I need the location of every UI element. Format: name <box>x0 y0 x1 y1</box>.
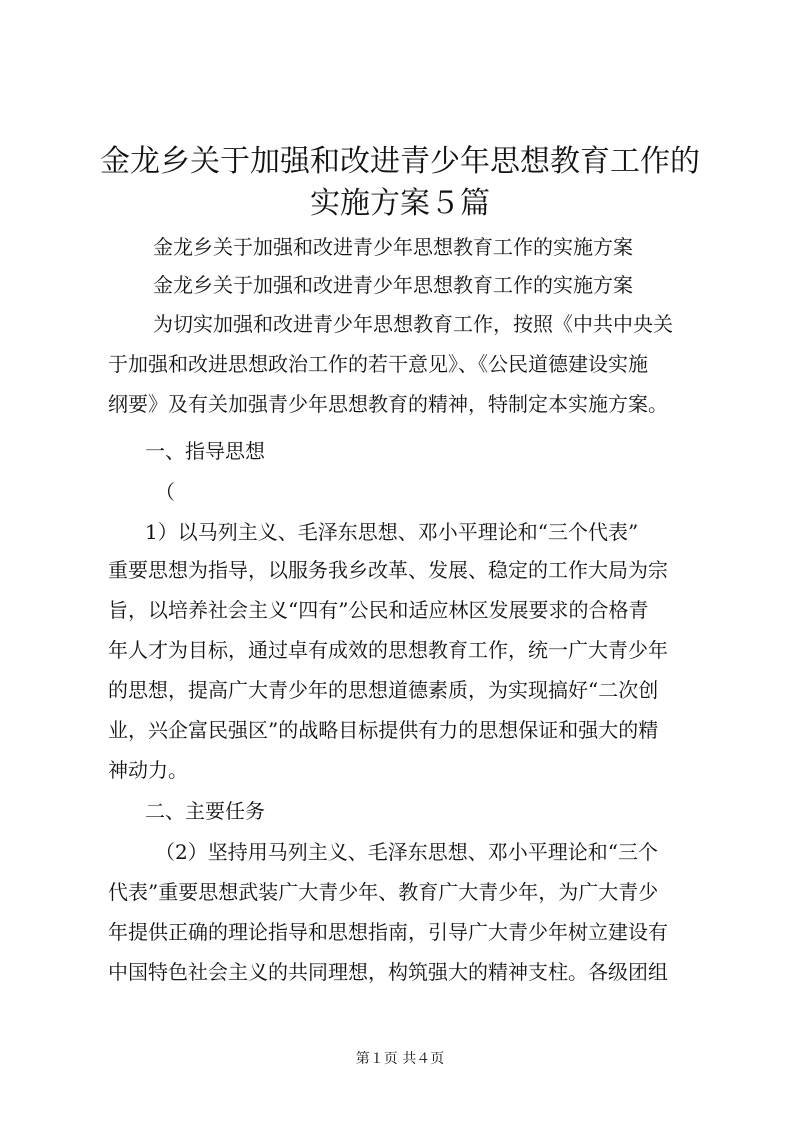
document-title-line-1: 金龙乡关于加强和改进青少年思想教育工作的 <box>100 144 700 179</box>
paragraph-line: 代表”重要思想武装广大青少年、教育广大青少年，为广大青少 <box>108 880 659 904</box>
section-heading: 二、主要任务 <box>145 799 265 823</box>
paragraph-line: 中国特色社会主义的共同理想，构筑强大的精神支柱。各级团组 <box>108 960 668 984</box>
paragraph-line: 为切实加强和改进青少年思想教育工作，按照《中共中央关 <box>153 312 673 336</box>
paragraph-line: 业，兴企富民强区”的战略目标提供有力的思想保证和强大的精 <box>108 718 659 742</box>
page-number-footer: 第１页 共４页 <box>355 1051 445 1067</box>
paragraph-line: 纲要》及有关加强青少年思想教育的精神，特制定本实施方案。 <box>108 392 668 416</box>
paragraph-line: 年提供正确的理论指导和思想指南，引导广大青少年树立建设有 <box>108 920 668 944</box>
paragraph-line: 1）以马列主义、毛泽东思想、邓小平理论和“三个代表” <box>145 520 639 544</box>
document-title-line-2: 实施方案５篇 <box>310 186 490 221</box>
paragraph-line: （ <box>155 480 175 504</box>
paragraph-line: 旨，以培养社会主义“四有”公民和适应林区发展要求的合格青 <box>108 598 649 622</box>
subtitle-line: 金龙乡关于加强和改进青少年思想教育工作的实施方案 <box>153 235 633 259</box>
paragraph-line: 的思想，提高广大青少年的思想道德素质，为实现搞好“二次创 <box>108 678 659 702</box>
paragraph-line: 于加强和改进思想政治工作的若干意见》、《公民道德建设实施 <box>108 352 648 376</box>
section-heading: 一、指导思想 <box>145 439 265 463</box>
paragraph-line: 神动力。 <box>108 758 188 782</box>
paragraph-line: 年人才为目标，通过卓有成效的思想教育工作，统一广大青少年 <box>108 638 668 662</box>
paragraph-line: 重要思想为指导，以服务我乡改革、发展、稳定的工作大局为宗 <box>108 558 668 582</box>
subtitle-line: 金龙乡关于加强和改进青少年思想教育工作的实施方案 <box>153 273 633 297</box>
paragraph-line: （2）坚持用马列主义、毛泽东思想、邓小平理论和“三个 <box>155 840 658 864</box>
